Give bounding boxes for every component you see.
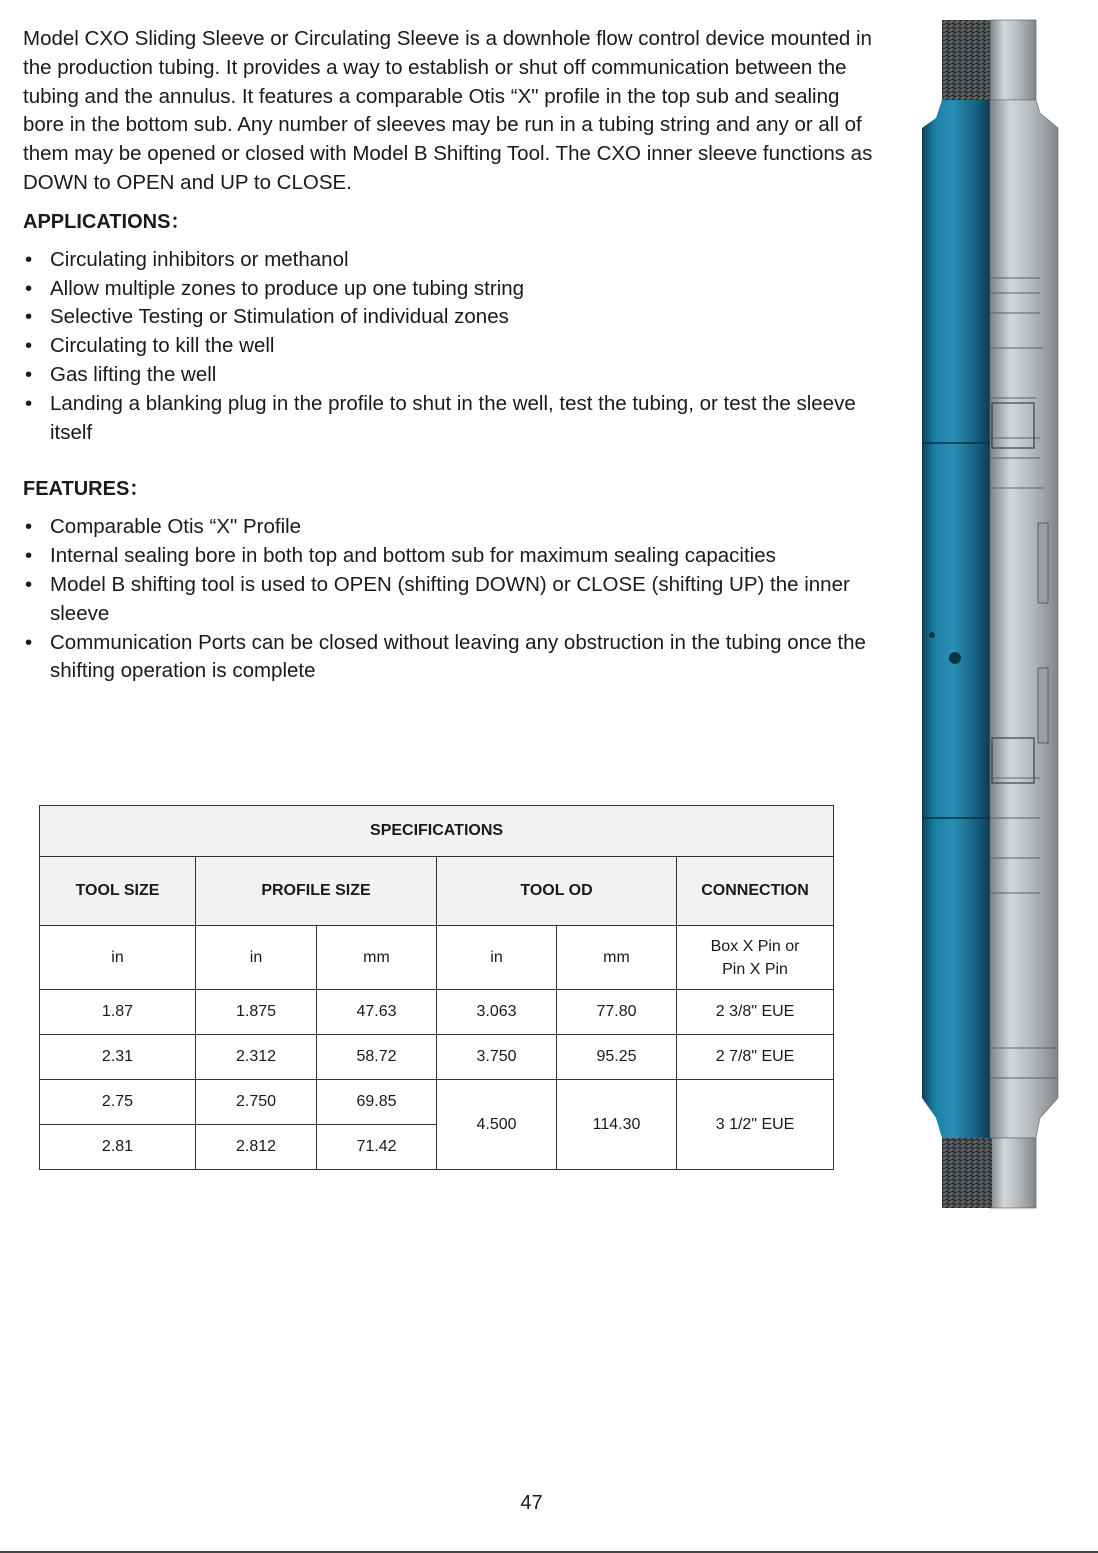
table-cell: 77.80: [557, 990, 677, 1035]
page-number: 47: [520, 1492, 543, 1514]
table-cell: 1.875: [196, 990, 317, 1035]
unit-cell: mm: [317, 926, 437, 990]
specifications-table: [39, 805, 834, 1170]
sliding-sleeve-illustration: [918, 18, 1068, 1213]
list-item: • Comparable Otis “X" Profile: [23, 513, 873, 542]
unit-cell: in: [196, 926, 317, 990]
list-item: • Selective Testing or Stimulation of individual zones: [23, 303, 873, 332]
table-cell: 2.31: [40, 1035, 196, 1080]
table-cell: 2.312: [196, 1035, 317, 1080]
table-cell: 58.72: [317, 1035, 437, 1080]
table-cell: 71.42: [317, 1125, 437, 1170]
list-item: • Landing a blanking plug in the profile to shut in the well, test the tubing, or test the sleeve itself: [23, 390, 873, 448]
table-cell: 69.85: [317, 1080, 437, 1125]
table-row: [40, 1035, 834, 1080]
header-connection: CONNECTION: [677, 857, 834, 926]
table-cell: 1.87: [40, 990, 196, 1035]
table-row: [40, 990, 834, 1035]
applications-heading: APPLICATIONS：: [23, 210, 191, 233]
table-cell: 47.63: [317, 990, 437, 1035]
unit-cell: mm: [557, 926, 677, 990]
table-cell: 3 1/2" EUE: [677, 1080, 834, 1170]
unit-cell-connection: [677, 926, 834, 990]
connection-unit-line: Box X Pin or: [710, 937, 800, 955]
list-item: • Gas lifting the well: [23, 361, 873, 390]
table-cell: 4.500: [437, 1080, 557, 1170]
top-collar: [990, 20, 1036, 100]
header-profile-size: PROFILE SIZE: [196, 857, 437, 926]
table-cell: 2 7/8" EUE: [677, 1035, 834, 1080]
list-item: • Circulating to kill the well: [23, 332, 873, 361]
table-title: SPECIFICATIONS: [40, 806, 834, 857]
intro-paragraph: Model CXO Sliding Sleeve or Circulating Sleeve is a downhole flow control device mounted in the production tubing. It provides a way to establish or shut off communication between the tubing and the annulus. It features a comparable Otis “X" profile in the top sub and sealing bore in the bottom sub. Any number of sleeves may be run in a tubing string and any or all of them may be opened or closed with Model B Shifting Tool. The CXO inner sleeve functions as DOWN to OPEN and UP to CLOSE.: [23, 27, 873, 194]
table-cell: 2.812: [196, 1125, 317, 1170]
table-cell: 2.750: [196, 1080, 317, 1125]
table-row: [40, 1080, 834, 1125]
bottom-collar: [990, 1138, 1036, 1208]
table-cell: 3.750: [437, 1035, 557, 1080]
grey-inner-body: [990, 100, 1058, 1138]
table-cell: 2.81: [40, 1125, 196, 1170]
bottom-thread: [942, 1138, 992, 1208]
unit-cell: in: [437, 926, 557, 990]
chevron-packing-upper: [1038, 523, 1048, 603]
connection-unit-line: Pin X Pin: [722, 960, 788, 978]
list-item: • Internal sealing bore in both top and bottom sub for maximum sealing capacities: [23, 542, 873, 571]
top-thread: [942, 20, 992, 100]
table-cell: 114.30: [557, 1080, 677, 1170]
text-column: [23, 25, 873, 686]
blue-outer-housing: [922, 100, 990, 1138]
table-cell: 95.25: [557, 1035, 677, 1080]
features-heading: FEATURES：: [23, 478, 150, 501]
list-item: • Circulating inhibitors or methanol: [23, 246, 873, 275]
list-item: • Model B shifting tool is used to OPEN (shifting DOWN) or CLOSE (shifting UP) the inner sleeve: [23, 571, 873, 629]
header-tool-size: TOOL SIZE: [40, 857, 196, 926]
header-tool-od: TOOL OD: [437, 857, 677, 926]
chevron-packing-lower: [1038, 668, 1048, 743]
unit-cell: in: [40, 926, 196, 990]
port-hole: [929, 632, 935, 638]
table-cell: 2.75: [40, 1080, 196, 1125]
list-item: • Communication Ports can be closed without leaving any obstruction in the tubing once the shifting operation is complete: [23, 629, 873, 687]
port-hole: [949, 652, 961, 664]
table-cell: 3.063: [437, 990, 557, 1035]
features-list: [23, 513, 873, 686]
applications-list: [23, 246, 873, 448]
list-item: • Allow multiple zones to produce up one tubing string: [23, 275, 873, 304]
table-cell: 2 3/8" EUE: [677, 990, 834, 1035]
